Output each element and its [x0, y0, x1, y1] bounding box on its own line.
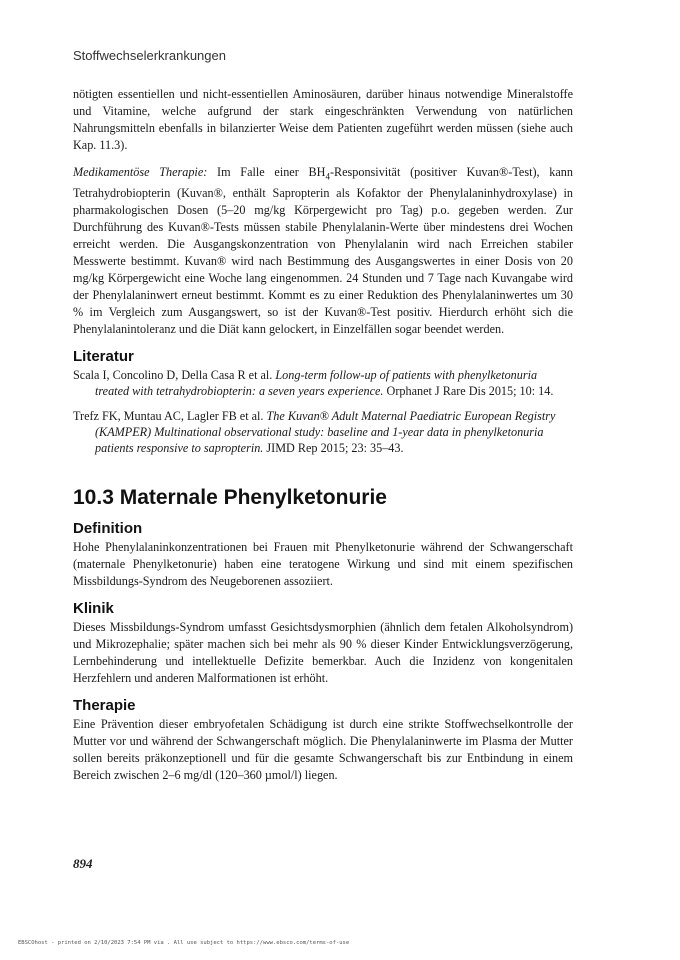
- therapy-subscript: 4: [325, 171, 330, 182]
- paragraph-medication-therapy: [73, 164, 573, 338]
- definition-heading: Definition: [73, 520, 143, 538]
- reference-source: Orphanet J Rare Dis 2015; 10: 14.: [383, 384, 554, 399]
- therapie-heading: Therapie: [73, 697, 136, 715]
- paragraph-intro: nötigten essentiellen und nicht-essentiellen Aminosäuren, darüber hinaus notwendige Mineralstoffe und Vitamine, welche aufgrund der stark eingeschränkten Verwendung von natürlichen Nahrungsmitteln ebenfalls in bilanzierter Weise dem Patienten zugeführt werden müssen (siehe auch Kap. 11.3).: [73, 87, 573, 152]
- reference-source: JIMD Rep 2015; 23: 35–43.: [263, 441, 404, 456]
- reference-authors: Trefz FK, Muntau AC, Lagler FB et al.: [73, 409, 267, 424]
- reference-title: Long-term follow-up of patients with phenylketonuria treated with tetrahydrobiopterin: a seven years experience.: [95, 368, 538, 399]
- reference-title: The Kuvan® Adult Maternal Paediatric European Registry (KAMPER) Multinational observational study: baseline and 1-year data in phenylketonuria patients responsive to sapropterin.: [95, 409, 556, 456]
- therapy-lead: Medikamentöse Therapie:: [73, 165, 208, 179]
- therapy-text-a: Im Falle einer BH: [207, 165, 326, 179]
- running-header: Stoffwechselerkrankungen: [73, 48, 226, 63]
- klinik-heading: Klinik: [73, 600, 114, 618]
- literatur-heading: Literatur: [73, 348, 134, 366]
- section-title: 10.3 Maternale Phenylketonurie: [73, 486, 387, 510]
- reference-item: [73, 367, 573, 399]
- page-number: 894: [73, 856, 93, 871]
- therapy-text-b: -Responsivität (positiver Kuvan®-Test), kann Tetrahydrobiopterin (Kuvan®, enthält Sapropterin als Kofaktor der Phenylalaninhydroxylase) in pharmakologischen Dosen (5–20 mg/kg Körpergewicht pro Tag) p.o. gegeben werden. Zur Durchführung des Kuvan®-Tests müssen stabile Phenylalanin-Werte über mindestens drei Wochen erreicht werden. Die Ausgangskonzentration von Phenylalanin wird nach Erreichen stabiler Messwerte bestimmt. Kuvan® wird nach Bestimmung des Ausgangswertes in einer Dosis von 20 mg/kg Körpergewicht eine Woche lang eingenommen. 24 Stunden und 7 Tage nach Kuvangabe wird der Phenylalaninwert erneut bestimmt. Kommt es zu einer Reduktion des Phenylalaninwertes um 30 % im Vergleich zum Ausgangswert, so ist der Kuvan®-Test positiv. Hierdurch erhöht sich die Phenylalanintoleranz und die Diät kann gelockert, in Einzelfällen sogar beendet werden.: [73, 165, 573, 337]
- page-content: [73, 86, 573, 794]
- therapie-text: Eine Prävention dieser embryofetalen Schädigung ist durch eine strikte Stoffwechselkontrolle der Mutter vor und während der Schwangerschaft möglich. Die Phenylalaninwerte im Plasma der Mutter sollen bereits präkonzeptionell und für die gesamte Schwangerschaft bis zur Entbindung in einem Bereich zwischen 2–6 mg/dl (120–360 µmol/l) liegen.: [73, 717, 573, 783]
- klinik-text: Dieses Missbildungs-Syndrom umfasst Gesichtsdysmorphien (ähnlich dem fetalen Alkoholsyndrom) und Mikrozephalie; später machen sich bei mehr als 90 % dieser Kinder Entwicklungsverzögerung, Lernbehinderung und intellektuelle Defizite bemerkbar. Auch die Inzidenz von kongenitalen Herzfehlern und anderen Malformationen ist erhöht.: [73, 620, 573, 686]
- reference-item: [73, 408, 573, 456]
- print-footer: EBSCOhost - printed on 2/10/2023 7:54 PM via . All use subject to https://www.ebsco.com/terms-of-use: [18, 940, 350, 946]
- definition-text: Hohe Phenylalaninkonzentrationen bei Frauen mit Phenylketonurie während der Schwangerschaft (maternale Phenylketonurie) haben eine teratogene Wirkung und sind mit einem spezifischen Missbildungs-Syndrom des Neugeborenen assoziiert.: [73, 540, 573, 589]
- reference-authors: Scala I, Concolino D, Della Casa R et al.: [73, 368, 276, 383]
